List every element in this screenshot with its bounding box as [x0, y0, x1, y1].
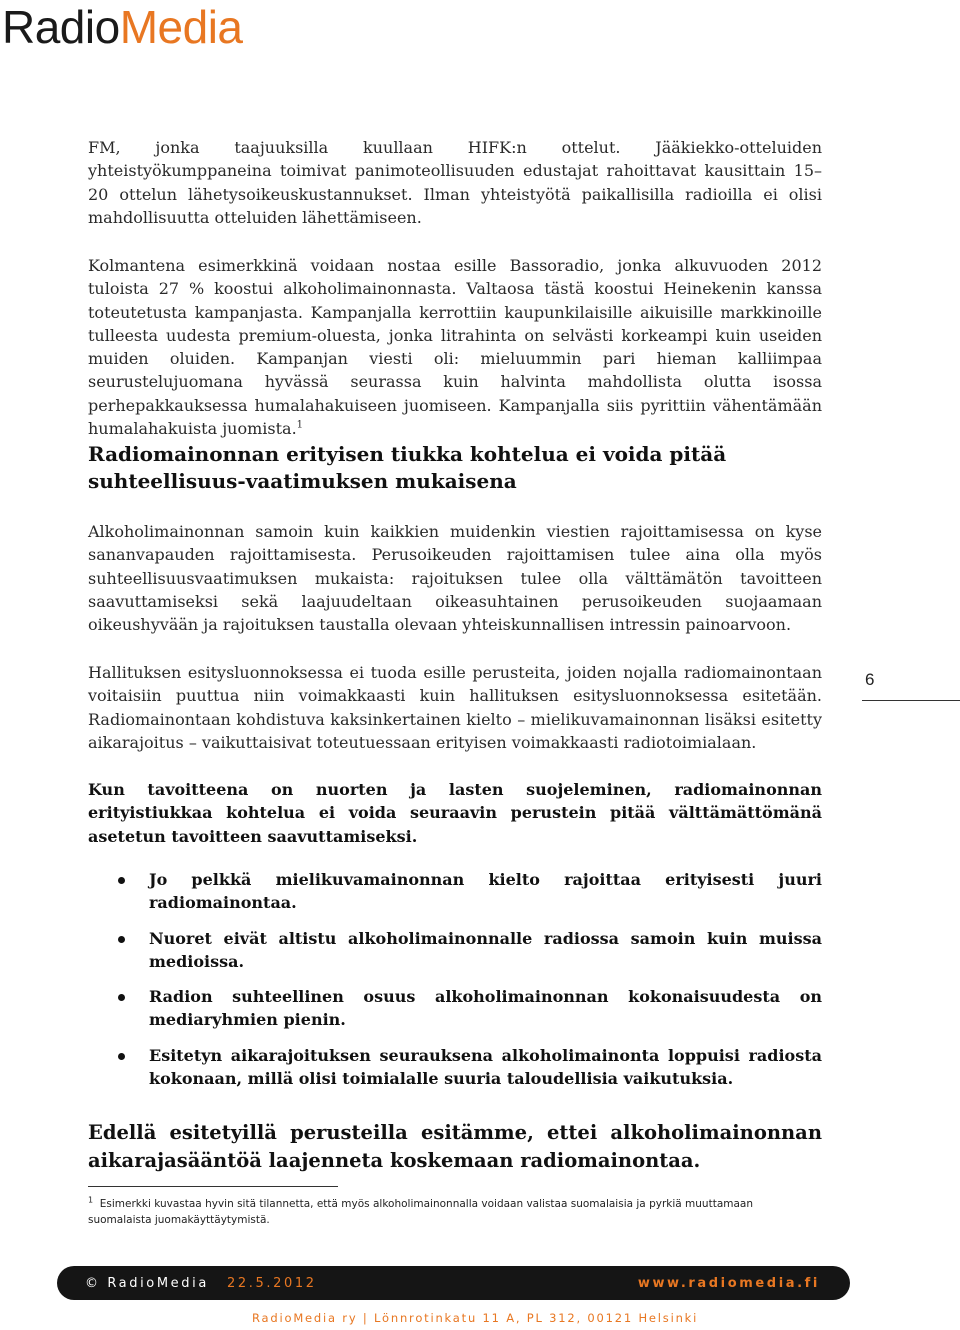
- list-item: [88, 985, 822, 1032]
- paragraph-5-block: [88, 778, 822, 848]
- footer-copyright: © RadioMedia: [85, 1276, 209, 1291]
- section-heading: Radiomainonnan erityisen tiukka kohtelua ei voida pitää suhteellisuus-vaatimuksen mukaisena: [88, 442, 727, 493]
- footnote-text: Esimerkki kuvastaa hyvin sitä tilannetta, että myös alkoholimainonnalla voidaan valistaa suomalaisia ja pyrkiä muuttamaan suomalaista juomakäyttäytymistä.: [88, 1198, 754, 1226]
- footer-address: RadioMedia ry | Lönnrotinkatu 11 A, PL 312, 00121 Helsinki: [252, 1311, 699, 1325]
- footer-bar: [57, 1266, 850, 1300]
- conclusion-heading: Edellä esitetyillä perusteilla esitämme, ettei alkoholimainonnan aikarajasääntöä laajenneta koskemaan radiomainontaa.: [88, 1121, 822, 1172]
- logo-part-media: Media: [119, 1, 243, 53]
- page-number: 6: [865, 670, 875, 689]
- logo-part-radio: Radio: [2, 1, 120, 53]
- paragraph-4-block: [88, 661, 822, 754]
- bullet-list-block: [88, 868, 822, 1102]
- footnote: [88, 1196, 788, 1228]
- paragraph-1-block: [88, 136, 822, 229]
- paragraph-sananvapaus: Alkoholimainonnan samoin kuin kaikkien muidenkin viestien rajoittamisessa on kyse sananvapauden rajoittamisesta. Perusoikeuden rajoittamisen tulee aina olla myös suhteellisuusvaatimuksen mukaista: rajoituksen tulee olla välttämätön tavoitteen saavuttamiseksi sekä laajuudeltaan oikeasuhtainen perusoikeuden suojaamaan oikeushyvään ja rajoituksen taustalla olevaan yhteiskunnallisen intressin painoarvoon.: [88, 522, 822, 635]
- radiomedia-logo: [2, 2, 243, 52]
- bullet-list: [88, 868, 822, 1090]
- paragraph-2-block: [88, 254, 822, 440]
- list-item-text: Jo pelkkä mielikuvamainonnan kielto rajoittaa erityisesti juuri radiomainontaa.: [149, 870, 822, 913]
- list-item: [88, 927, 822, 974]
- bullet-dot-icon: [118, 994, 125, 1001]
- paragraph-bassoradio: [88, 254, 822, 440]
- list-item-text: Radion suhteellinen osuus alkoholimainonnan kokonaisuudesta on mediaryhmien pienin.: [149, 987, 822, 1030]
- section-heading-block: [88, 441, 822, 495]
- footer-website-link[interactable]: www.radiomedia.fi: [637, 1276, 820, 1291]
- paragraph-3-block: [88, 520, 822, 636]
- paragraph-hallituksen-esitys: Hallituksen esitysluonnoksessa ei tuoda esille perusteita, joiden nojalla radiomainontaan voitaisiin puuttua niin voimakkaasti kuin hallituksen esitysluonnoksessa esitetään. Radiomainontaan kohdistuva kaksinkertainen kielto – mielikuvamainonnan lisäksi esitetty aikarajoitus – vaikuttaisivat toteutuessaan erityisen voimakkaasti radiotoimialaan.: [88, 663, 822, 752]
- list-item: [88, 868, 822, 915]
- conclusion-block: [88, 1119, 822, 1175]
- bullet-dot-icon: [118, 877, 125, 884]
- page-number-tab: [862, 670, 960, 701]
- list-item: [88, 1044, 822, 1091]
- list-item-text: Esitetyn aikarajoituksen seurauksena alkoholimainonta loppuisi radiosta kokonaan, millä olisi toimialalle suuria taloudellisia vaikutuksia.: [149, 1045, 822, 1089]
- paragraph-bassoradio-text: Kolmantena esimerkkinä voidaan nostaa esille Bassoradio, jonka alkuvuoden 2012 tuloista 27 % koostui alkoholimainonnasta. Valtaosa tästä koostui Heinekenin kanssa toteutetusta kampanjasta. Kampanjalla kerrottiin kaupunkilaisille aikuisille markkinoille tulleesta uudesta premium-oluesta, jonka litrahinta on selvästi korkeampi kuin useiden muiden oluiden. Kampanjan viesti oli: mieluummin pari hieman kalliimpaa seurustelujuomana hyvässä seurassa kuin halvinta mahdollista olutta isossa perhepakkauksessa humalahakuiseen juomiseen. Kampanjalla siis pyrittiin vähentämään humalahakuista juomista.: [88, 256, 822, 439]
- bullet-dot-icon: [118, 1053, 125, 1060]
- footnote-ref[interactable]: 1: [296, 419, 304, 431]
- footer-date: 22.5.2012: [227, 1276, 317, 1291]
- footnote-divider: [88, 1186, 338, 1187]
- paragraph-hifk: FM, jonka taajuuksilla kuullaan HIFK:n ottelut. Jääkiekko-otteluiden yhteistyökumppaneina toimivat panimoteollisuuden edustajat rahoittavat kausittain 15–20 ottelun lähetysoikeuskustannukset. Ilman yhteistyötä paikallisilla radioilla ei olisi mahdollisuutta otteluiden lähettämiseen.: [88, 138, 822, 227]
- footnote-number: 1: [88, 1195, 94, 1205]
- paragraph-tavoite: Kun tavoitteena on nuorten ja lasten suojeleminen, radiomainonnan erityistiukkaa kohtelua ei voida seuraavin perustein pitää välttämättömänä asetetun tavoitteen saavuttamiseksi.: [88, 780, 822, 846]
- bullet-dot-icon: [118, 936, 125, 943]
- list-item-text: Nuoret eivät altistu alkoholimainonnalle radiossa samoin kuin muissa medioissa.: [149, 928, 822, 971]
